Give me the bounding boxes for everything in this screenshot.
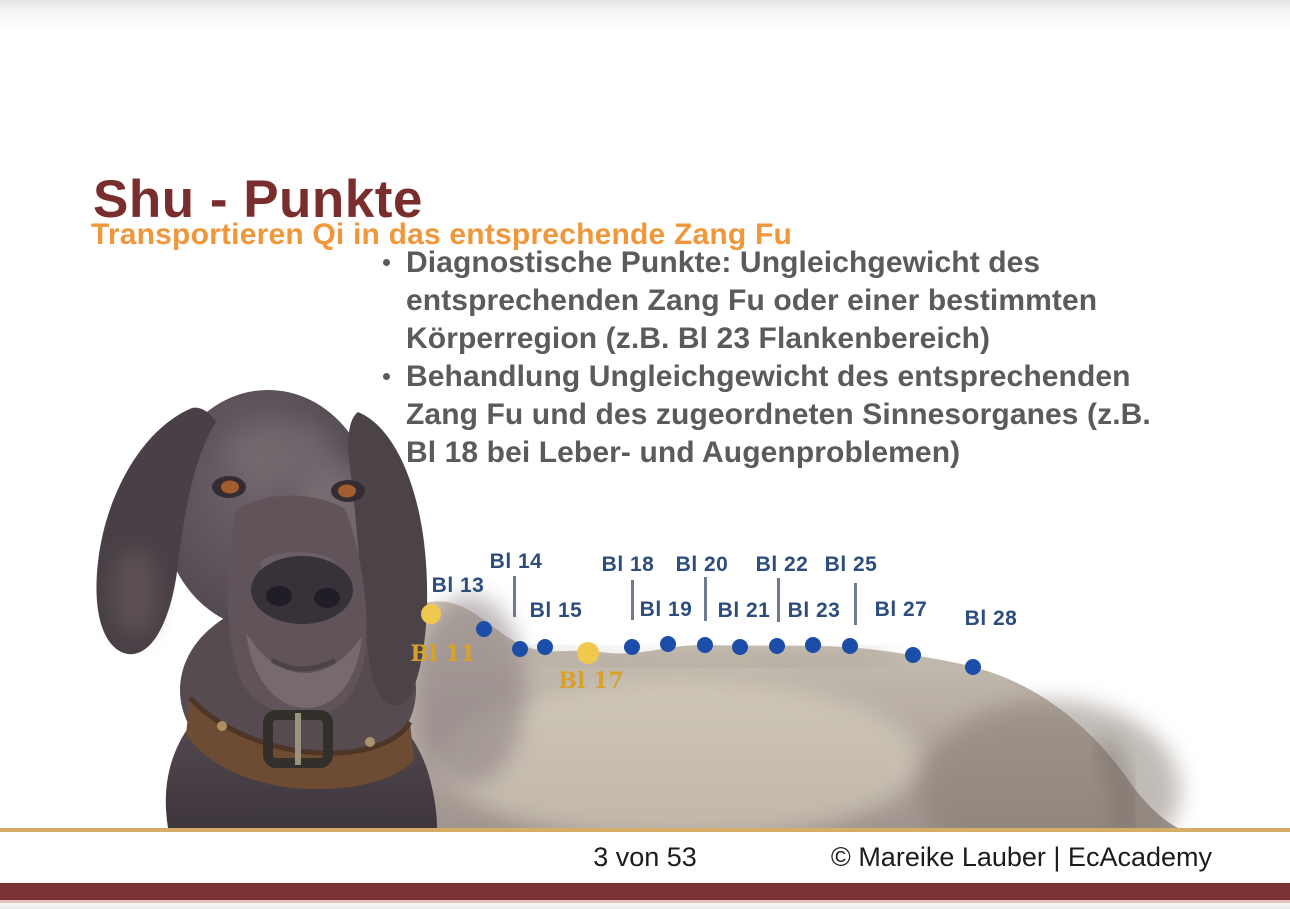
- page-number: 3 von 53: [593, 842, 697, 872]
- acupoint-label-bl11: Bl 11: [410, 641, 476, 667]
- acupoint-label-bl14: Bl 14: [489, 550, 543, 573]
- acupoint-tick-line: [777, 578, 780, 622]
- bullet-text: Behandlung Ungleichgewicht des entsprechenden Zang Fu und des zugeordneten Sinnesorganes (z.B. Bl 18 bei Leber- und Augenproblemen): [406, 360, 1151, 469]
- acupoint-label-bl25: Bl 25: [824, 553, 878, 576]
- acupoint-dot-bl18: [624, 639, 640, 655]
- copyright-text: © Mareike Lauber | EcAcademy: [830, 842, 1212, 872]
- acupoint-dot-bl19: [660, 636, 676, 652]
- acupoint-label-bl13: Bl 13: [431, 574, 485, 597]
- acupoint-dot-bl28: [965, 659, 981, 675]
- slide-title: Shu - Punkte: [93, 169, 423, 229]
- acupoint-tick-line: [704, 577, 707, 621]
- footer-accent-bar: [0, 883, 1290, 900]
- page-bottom-edge: [0, 903, 1290, 909]
- acupoint-label-bl27: Bl 27: [874, 598, 928, 621]
- acupoint-label-bl22: Bl 22: [755, 553, 809, 576]
- acupoint-dot-bl27: [905, 647, 921, 663]
- acupoint-dot-bl22: [769, 638, 785, 654]
- acupoint-label-bl15: Bl 15: [529, 599, 583, 622]
- acupoint-label-bl28: Bl 28: [964, 607, 1018, 630]
- acupoint-dot-bl17: [577, 642, 599, 664]
- gold-divider-line: [0, 828, 1290, 832]
- acupoint-dot-bl25: [842, 638, 858, 654]
- acupoint-dot-bl13: [476, 621, 492, 637]
- acupoint-label-bl21: Bl 21: [717, 599, 771, 622]
- acupoint-dot-bl11: [421, 604, 441, 624]
- acupoint-dot-bl23: [805, 637, 821, 653]
- acupoint-dot-bl21: [732, 639, 748, 655]
- acupoint-tick-line: [854, 583, 857, 625]
- acupoint-label-bl19: Bl 19: [639, 598, 693, 621]
- acupoint-label-bl23: Bl 23: [787, 599, 841, 622]
- bullet-text: Diagnostische Punkte: Ungleichgewicht des entsprechenden Zang Fu oder einer bestimmten Körperregion (z.B. Bl 23 Flankenbereich): [406, 246, 1098, 355]
- acupoint-tick-line: [631, 580, 634, 620]
- acupoint-label-bl20: Bl 20: [675, 553, 729, 576]
- acupoint-label-bl18: Bl 18: [601, 553, 655, 576]
- slide-subtitle: Transportieren Qi in das entsprechende Zang Fu: [91, 217, 793, 251]
- acupoint-tick-line: [513, 576, 516, 617]
- acupoint-dot-bl20: [697, 637, 713, 653]
- acupoint-dot-bl14: [512, 641, 528, 657]
- acupoint-dot-bl15: [537, 639, 553, 655]
- acupoint-label-bl17: Bl 17: [558, 668, 624, 694]
